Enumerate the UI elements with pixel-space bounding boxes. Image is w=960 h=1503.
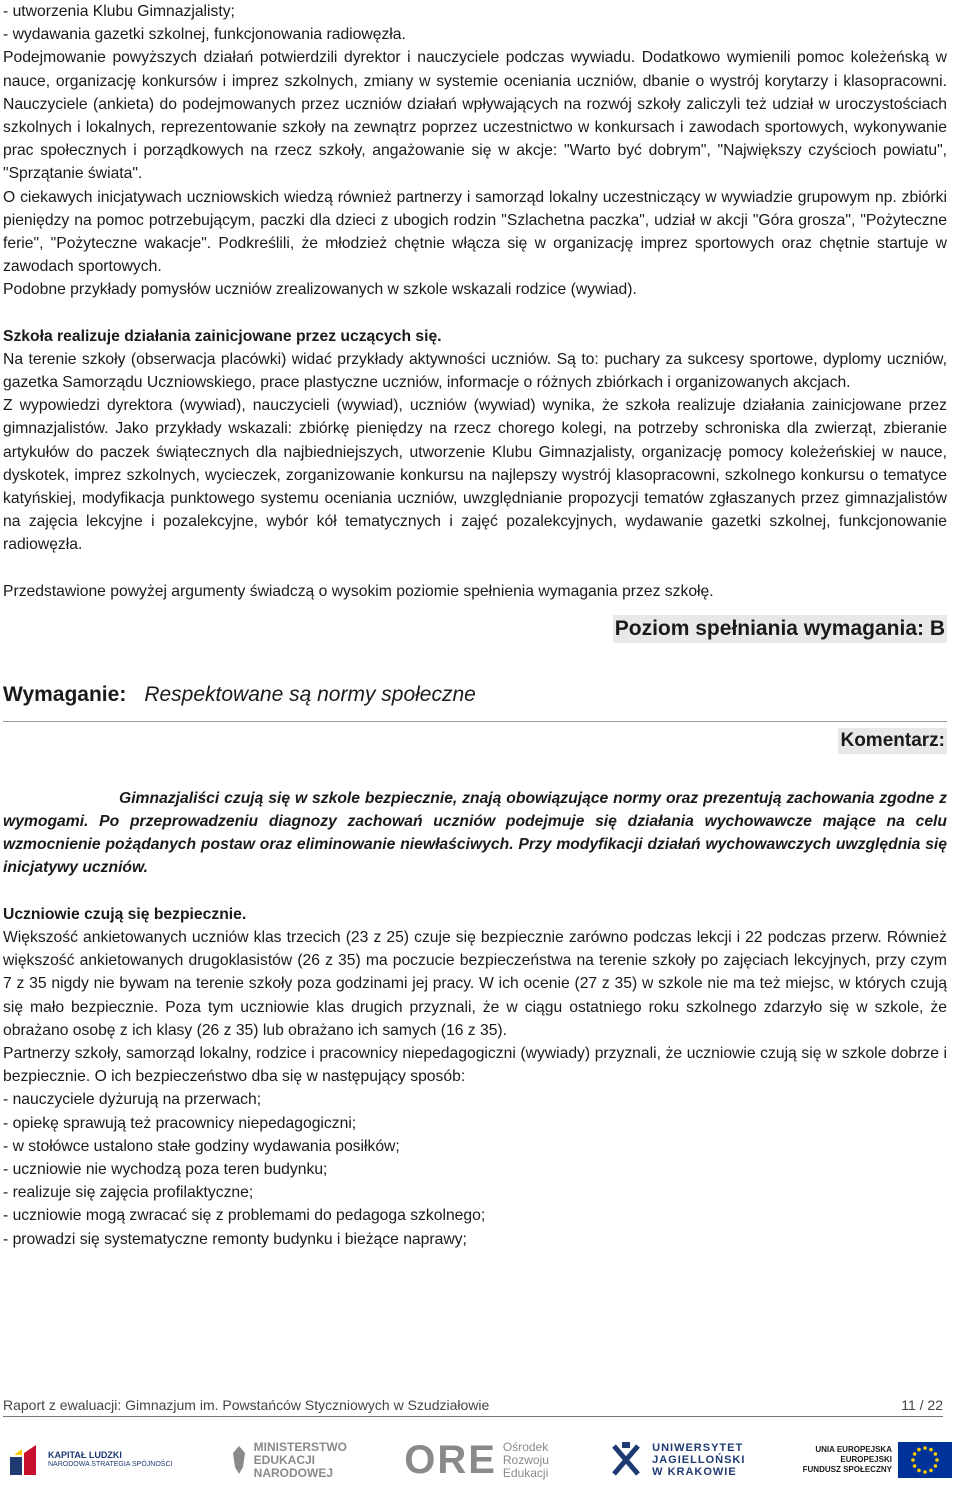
paragraph: Z wypowiedzi dyrektora (wywiad), nauczycieli (wywiad), uczniów (wywiad) wynika, że szkoła realizuje działania zainicjowane przez gimnazjalistów. Jako przykłady wskazali: zbiórkę pieniędzy na rzecz chorego kolegi, na potrzeby schroniska dla zwierząt, zbieranie artykułów do paczek świątecznych dla najbiedniejszych, utworzenie Klubu Gimnazjalisty, organizację pomocy koleżeńskiej w nauce, dyskotek, imprez szkolnych, wycieczek, zorganizowanie konkursu na najlepszy wystrój klasopracowni, szkolnego konkursu o tematyce katyńskiej, modyfikacja punktowego systemu oceniania uczniów, uwzględnianie propozycji tematów zgłaszanych przez gimnazjalistów na zajęcia lekcyjne i pozalekcyjne, wybór kół tematycznych i zajęć pozalekcyjnych, wydawanie gazetki szkolnej, funkcjonowanie radiowęzła. — [3, 397, 947, 554]
section-heading: Uczniowie czują się bezpiecznie. — [3, 905, 247, 923]
uj-logo: UNIWERSYTET JAGIELLOŃSKI W KRAKOWIE — [606, 1440, 745, 1480]
requirement-level: Poziom spełniania wymagania: B — [613, 615, 947, 643]
list-item: - nauczyciele dyżurują na przerwach; — [3, 1091, 262, 1109]
men-logo: MINISTERSTWO EDUKACJI NARODOWEJ — [230, 1441, 347, 1480]
requirement-label: Wymaganie: — [3, 682, 127, 706]
paragraph: O ciekawych inicjatywach uczniowskich wiedzą również partnerzy i samorząd lokalny uczestniczący w wywiadzie grupowym np. zbiórki pieniędzy na pomoc potrzebującym, paczki dla dzieci z ubogich rodzin "Szlachetna paczka", udział w akcji "Góra grosza", "Pożyteczne ferie", "Pożyteczne wakacje". Podkreślili, że młodzież chętnie włącza się w organizację imprez sportowych oraz chętnie startuje w zawodach sportowych. — [3, 188, 947, 276]
crest-icon — [606, 1440, 646, 1480]
section-heading: Szkoła realizuje działania zainicjowane przez uczących się. — [3, 327, 442, 345]
list-item: - w stołówce ustalono stałe godziny wydawania posiłków; — [3, 1137, 400, 1155]
page-number: 11 / 22 — [901, 1397, 943, 1413]
list-item: - opiekę sprawują też pracownicy niepedagogiczni; — [3, 1114, 357, 1132]
comment-text: Gimnazjaliści czują się w szkole bezpiecznie, znają obowiązujące normy oraz prezentują zachowania zgodne z wymogami. Po przeprowadzeniu diagnozy zachowań uczniów podejmuje się działania wychowawcze mające na celu wzmocnienie pożądanych postaw oraz eliminowanie niewłaściwych. Przy modyfikacji działań wychowawczych uwzględnia się inicjatywy uczniów. — [3, 789, 947, 877]
sponsor-logos — [0, 1430, 960, 1490]
kapital-ludzki-logo: KAPITAŁ LUDZKI NARODOWA STRATEGIA SPÓJNOŚCI — [8, 1443, 172, 1477]
eu-flag-icon — [898, 1442, 952, 1478]
kapital-ludzki-icon — [8, 1443, 42, 1477]
comment-label: Komentarz: — [838, 728, 947, 754]
document-body — [3, 0, 947, 1251]
eu-logo: UNIA EUROPEJSKA EUROPEJSKI FUNDUSZ SPOŁECZNY — [803, 1442, 952, 1478]
ore-wordmark: ORE — [404, 1438, 497, 1482]
divider — [3, 721, 947, 722]
page-footer — [3, 1396, 943, 1417]
paragraph: Podejmowanie powyższych działań potwierdzili dyrektor i nauczyciele podczas wywiadu. Dodatkowo wymienili pomoc koleżeńską w nauce, organizację konkursów i imprez szkolnych, zmiany w systemie oceniania uczniów, dbanie o wystrój korytarzy i klasopracowni. Nauczyciele (ankieta) do podejmowanych przez uczniów działań wpływających na rozwój szkoły zaliczyli też udział w uroczystościach szkolnych i lokalnych, reprezentowanie szkoły na zewnątrz poprzez uczestnictwo w konkursach i zawodach sportowych, wykonywanie prac społecznych i porządkowych na rzecz szkoły, angażowanie się w akcje: "Warto być dobrym", "Największy czyścioch powiatu", "Sprzątanie świata". — [3, 49, 947, 183]
list-item: - wydawania gazetki szkolnej, funkcjonowania radiowęzła. — [3, 26, 406, 44]
paragraph: Większość ankietowanych uczniów klas trzecich (23 z 25) czuje się bezpiecznie zarówno podczas lekcji i 22 podczas przerw. Również większość ankietowanych drugoklasistów (26 z 35) ma poczucie bezpieczeństwa na terenie szkoły po zajęciach lekcyjnych, przy czym 7 z 35 nigdy nie bywam na terenie szkoły poza godzinami jej pracy. W ich ocenie (27 z 35) w szkole nie ma też miejsc, w których czują się mało bezpiecznie. Poza tym uczniowie klas drugich przyznali, że w ciągu ostatniego roku szkolnego zdarzyło się w szkole, że obrażano osobę z ich klasy (26 z 35) lub obrażano ich samych (16 z 35). — [3, 928, 947, 1039]
list-item: - utworzenia Klubu Gimnazjalisty; — [3, 3, 235, 20]
requirement-name: Respektowane są normy społeczne — [144, 682, 476, 706]
eagle-icon — [230, 1443, 248, 1477]
requirement-header — [3, 681, 947, 709]
ore-logo: ORE Ośrodek Rozwoju Edukacji — [404, 1438, 549, 1482]
report-title: Raport z ewaluacji: Gimnazjum im. Powstańców Styczniowych w Szudziałowie — [3, 1397, 490, 1413]
paragraph: Podobne przykłady pomysłów uczniów zrealizowanych w szkole wskazali rodzice (wywiad). — [3, 281, 637, 299]
paragraph: Na terenie szkoły (obserwacja placówki) widać przykłady aktywności uczniów. Są to: puchary za sukcesy sportowe, dyplomy uczniów, gazetka Samorządu Uczniowskiego, prace plastyczne uczniów, informacje o różnych zbiórkach i organizowanych akcjach. — [3, 350, 947, 392]
paragraph: Partnerzy szkoły, samorząd lokalny, rodzice i pracownicy niepedagogiczni (wywiady) przyznali, że uczniowie czują się w szkole dobrze i bezpiecznie. O ich bezpieczeństwo dba się w następujący sposób: — [3, 1044, 947, 1086]
paragraph: Przedstawione powyżej argumenty świadczą o wysokim poziomie spełnienia wymagania przez szkołę. — [3, 582, 714, 600]
list-item: - uczniowie nie wychodzą poza teren budynku; — [3, 1160, 328, 1178]
list-item: - uczniowie mogą zwracać się z problemami do pedagoga szkolnego; — [3, 1207, 486, 1225]
list-item: - realizuje się zajęcia profilaktyczne; — [3, 1184, 254, 1202]
list-item: - prowadzi się systematyczne remonty budynku i bieżące naprawy; — [3, 1230, 467, 1248]
